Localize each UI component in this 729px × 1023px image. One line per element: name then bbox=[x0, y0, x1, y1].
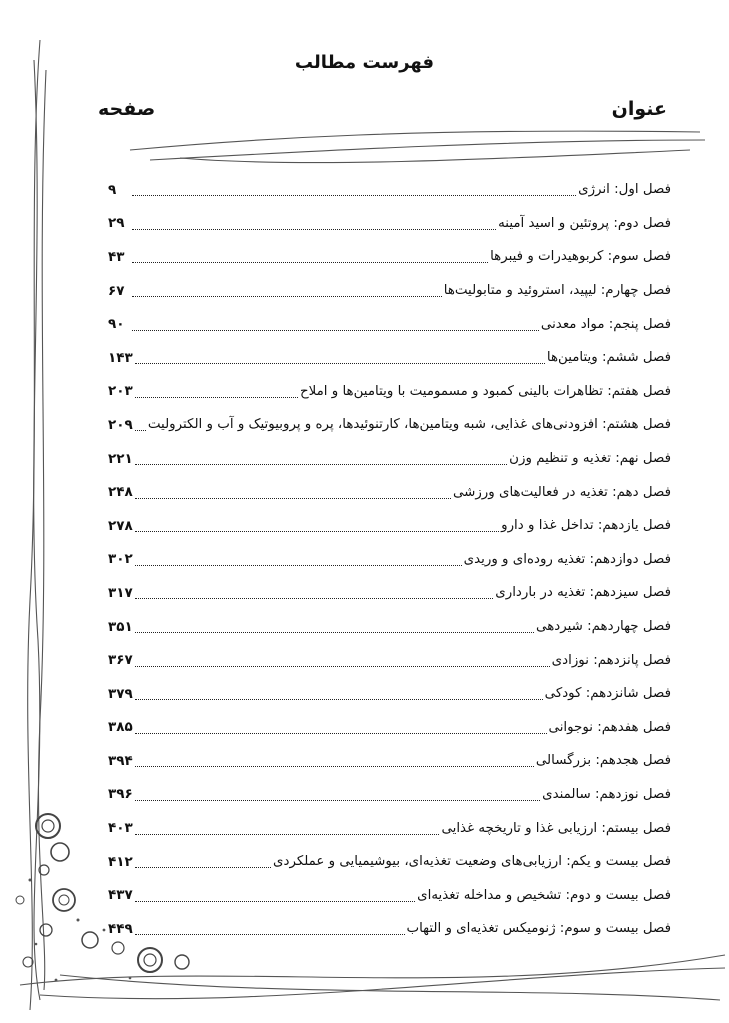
dot-leader bbox=[135, 658, 550, 667]
toc-entry-page: ۴۰۳ bbox=[108, 820, 133, 837]
dot-leader bbox=[135, 456, 507, 465]
dot-leader bbox=[135, 725, 547, 734]
toc-entry-title: فصل بیست و سوم: ژنومیکس تغذیه‌ای و التهاب bbox=[406, 921, 671, 937]
dot-leader bbox=[135, 624, 534, 633]
dot-leader bbox=[135, 490, 451, 499]
toc-entry bbox=[108, 475, 671, 509]
toc-entry-page: ۲۰۳ bbox=[108, 383, 133, 400]
toc-entry-page: ۳۰۲ bbox=[108, 551, 133, 568]
table-of-contents bbox=[108, 173, 671, 946]
column-header-title: عنوان bbox=[611, 98, 667, 120]
dot-leader bbox=[135, 826, 440, 835]
toc-entry bbox=[108, 744, 671, 778]
dot-leader bbox=[135, 691, 543, 700]
toc-entry-title: فصل سیزدهم: تغذیه در بارداری bbox=[495, 585, 671, 601]
dot-leader bbox=[135, 523, 499, 532]
toc-entry-page: ۳۶۷ bbox=[108, 652, 133, 669]
toc-entry-page: ۳۷۹ bbox=[108, 685, 133, 702]
toc-entry bbox=[108, 811, 671, 845]
toc-entry-title: فصل هجدهم: بزرگسالی bbox=[535, 753, 671, 769]
toc-entry-title: فصل بیست و دوم: تشخیص و مداخله تغذیه‌ای bbox=[417, 887, 671, 903]
toc-entry-page: ۴۳۷ bbox=[108, 887, 133, 904]
toc-entry-title: فصل پنجم: مواد معدنی bbox=[540, 316, 671, 332]
toc-entry-title: فصل شانزدهم: کودکی bbox=[544, 686, 671, 702]
toc-entry bbox=[108, 274, 671, 308]
toc-entry bbox=[108, 711, 671, 745]
toc-entry-title: فصل دوازدهم: تغذیه روده‌ای و وریدی bbox=[463, 551, 671, 567]
toc-entry-page: ۴۳ bbox=[108, 248, 125, 265]
toc-entry-page: ۴۴۹ bbox=[108, 920, 133, 937]
toc-entry-title: فصل دوم: پروتئین و اسید آمینه bbox=[498, 215, 671, 231]
toc-entry-page: ۳۱۷ bbox=[108, 584, 133, 601]
toc-entry-title: فصل چهارم: لیپید، استروئید و متابولیت‌ها bbox=[443, 283, 671, 299]
toc-entry-title: فصل پانزدهم: نوزادی bbox=[551, 652, 671, 668]
toc-entry bbox=[108, 375, 671, 409]
toc-entry-title: فصل سوم: کربوهیدرات و فیبرها bbox=[490, 249, 671, 265]
toc-entry bbox=[108, 677, 671, 711]
dot-leader bbox=[135, 422, 146, 431]
toc-entry bbox=[108, 307, 671, 341]
toc-entry bbox=[108, 543, 671, 577]
dot-leader bbox=[135, 926, 405, 935]
page-title: فهرست مطالب bbox=[294, 52, 435, 73]
toc-entry bbox=[108, 207, 671, 241]
dot-leader bbox=[135, 893, 415, 902]
toc-entry-title: فصل ششم: ویتامین‌ها bbox=[546, 350, 671, 366]
toc-entry bbox=[108, 878, 671, 912]
dot-leader bbox=[135, 792, 540, 801]
toc-entry-title: فصل چهاردهم: شیردهی bbox=[536, 619, 671, 635]
toc-entry-title: فصل بیست و یکم: ارزیابی‌های وضعیت تغذیه‌ای، بیوشیمیایی و عملکردی bbox=[273, 854, 671, 870]
toc-entry-title: فصل هشتم: افزودنی‌های غذایی، شبه ویتامین‌ها، کارتنوئیدها، پره و پروبیوتیک و آب و الکترولیت bbox=[147, 417, 671, 433]
toc-entry-page: ۶۷ bbox=[108, 282, 125, 299]
toc-entry-title: فصل بیستم: ارزیابی غذا و تاریخچه غذایی bbox=[441, 820, 671, 836]
toc-entry-page: ۹۰ bbox=[108, 316, 125, 333]
toc-entry bbox=[108, 845, 671, 879]
dot-leader bbox=[135, 859, 271, 868]
toc-entry-title: فصل هفتم: تظاهرات بالینی کمبود و مسمومیت با ویتامین‌ها و املاح bbox=[299, 383, 671, 399]
toc-entry-title: فصل نهم: تغذیه و تنظیم وزن bbox=[509, 451, 671, 467]
toc-entry-page: ۲۷۸ bbox=[108, 517, 133, 534]
toc-entry bbox=[108, 912, 671, 946]
toc-entry-page: ۳۹۴ bbox=[108, 752, 133, 769]
toc-entry bbox=[108, 408, 671, 442]
dot-leader bbox=[132, 221, 496, 230]
toc-entry bbox=[108, 643, 671, 677]
column-header-page: صفحه bbox=[98, 98, 156, 120]
dot-leader bbox=[135, 758, 534, 767]
toc-entry bbox=[108, 778, 671, 812]
toc-entry bbox=[108, 442, 671, 476]
toc-entry bbox=[108, 610, 671, 644]
toc-entry bbox=[108, 341, 671, 375]
toc-entry-page: ۲۴۸ bbox=[108, 484, 133, 501]
toc-entry-page: ۳۹۶ bbox=[108, 786, 133, 803]
toc-entry-title: فصل هفدهم: نوجوانی bbox=[548, 719, 671, 735]
toc-entry-page: ۳۸۵ bbox=[108, 719, 133, 736]
toc-entry-page: ۹ bbox=[108, 181, 117, 198]
toc-entry-title: فصل دهم: تغذیه در فعالیت‌های ورزشی bbox=[452, 484, 671, 500]
dot-leader bbox=[135, 355, 545, 364]
dot-leader bbox=[132, 288, 442, 297]
dot-leader bbox=[135, 389, 298, 398]
dot-leader bbox=[135, 590, 494, 599]
dot-leader bbox=[135, 557, 462, 566]
toc-entry-page: ۳۵۱ bbox=[108, 618, 133, 635]
dot-leader bbox=[132, 322, 539, 331]
toc-entry-page: ۲۲۱ bbox=[108, 450, 133, 467]
toc-entry bbox=[108, 576, 671, 610]
toc-entry bbox=[108, 240, 671, 274]
toc-entry bbox=[108, 173, 671, 207]
toc-entry-title: فصل نوزدهم: سالمندی bbox=[542, 786, 671, 802]
toc-entry-page: ۱۴۳ bbox=[108, 349, 133, 366]
toc-entry-page: ۲۹ bbox=[108, 215, 125, 232]
dot-leader bbox=[132, 254, 488, 263]
toc-entry-title: فصل یازدهم: تداخل غذا و دارو bbox=[501, 518, 671, 534]
toc-entry-title: فصل اول: انرژی bbox=[578, 182, 671, 198]
toc-entry bbox=[108, 509, 671, 543]
toc-entry-page: ۴۱۲ bbox=[108, 853, 133, 870]
dot-leader bbox=[132, 187, 576, 196]
toc-entry-page: ۲۰۹ bbox=[108, 416, 133, 433]
